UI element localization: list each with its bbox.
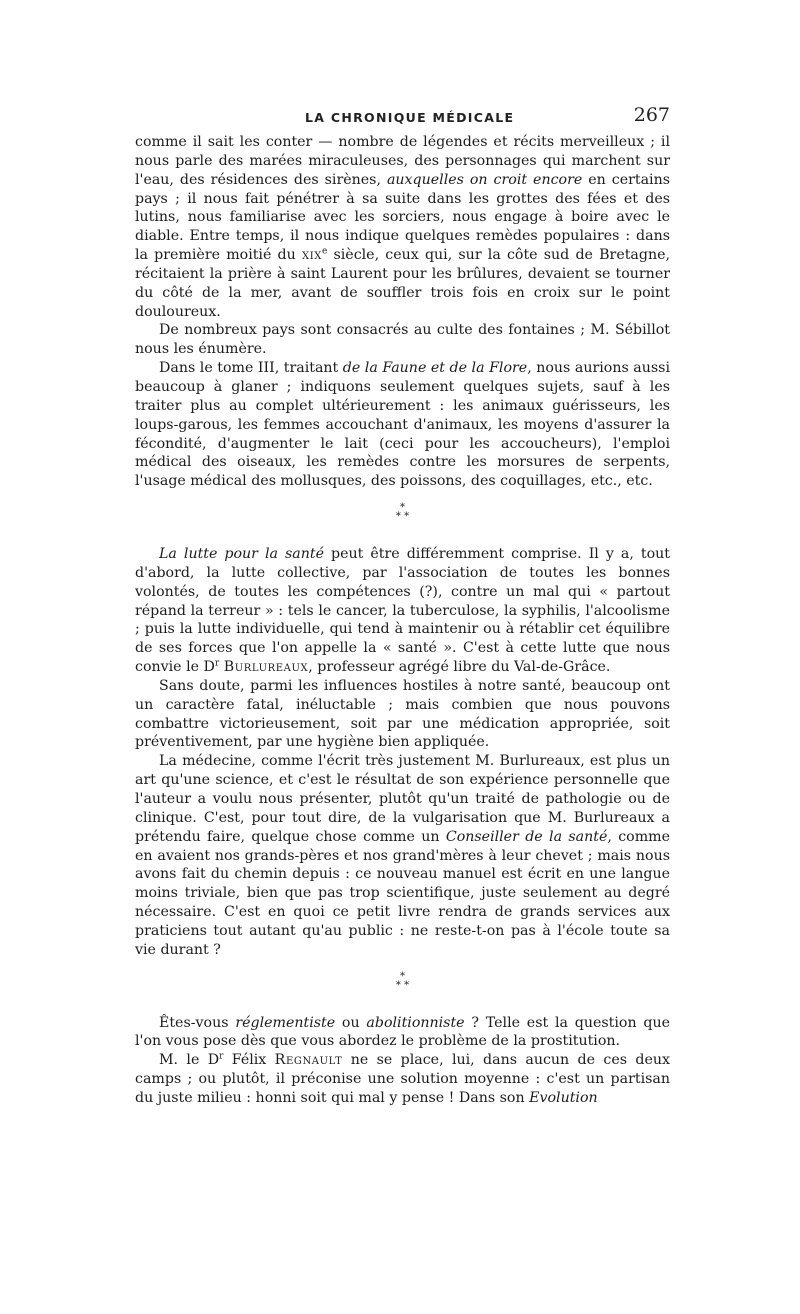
text-run: Êtes-vous bbox=[159, 1014, 236, 1031]
text-run: , nous aurions aussi beaucoup à glaner ; indiquons seulement quelques sujets, sauf à les traiter plus au complet ultérieurement : les animaux guérisseurs, les loups-garous, les femmes accouchant d'animaux, les moyens d'assurer la fécondité, d'augmenter le lait (ceci pour les accoucheurs), l'emploi médical des oiseaux, les remèdes contre les morsures de serpents, l'usage médical des mollusques, des poissons, des coquillages, etc., etc. bbox=[135, 360, 670, 490]
body-text bbox=[135, 133, 670, 1108]
small-caps-run: xix bbox=[301, 247, 322, 264]
page-number: 267 bbox=[633, 104, 670, 126]
paragraph: De nombreux pays sont consacrés au culte des fontaines ; M. Sébillot nous les énumère. bbox=[135, 322, 670, 358]
paragraph bbox=[135, 1051, 670, 1108]
asterism-bottom: * * bbox=[395, 979, 410, 991]
section-separator bbox=[135, 491, 670, 535]
superscript: r bbox=[214, 658, 220, 669]
paragraph bbox=[135, 1014, 670, 1052]
superscript: r bbox=[219, 1051, 224, 1062]
text-run: comme il sait les conter — nombre de légendes et récits merveilleux ; il nous parle des marées miraculeuses, des personnages qui marchent sur l'eau, des résidences des sirènes, bbox=[135, 134, 670, 188]
text-run: M. le D bbox=[159, 1052, 220, 1069]
paragraph: Sans doute, parmi les influences hostiles à notre santé, beaucoup ont un caractère fatal, inéluctable ; mais combien que nous pouvons combattre victorieusement, soit par une médication appropriée, soit préventivement, par une hygiène bien appliquée. bbox=[135, 677, 670, 751]
paragraph bbox=[135, 545, 670, 677]
paragraph bbox=[135, 752, 670, 959]
italic-run: de la Faune et de la Flore bbox=[342, 360, 528, 377]
page-header bbox=[135, 104, 670, 134]
text-run: ne se place, lui, dans aucun de ces deux camps ; ou plutôt, il préconise une solution moyenne : c'est un partisan du juste milieu : honni soit qui mal y pense ! Dans son bbox=[135, 1052, 670, 1106]
text-run: La médecine, comme l'écrit très justement M. Burlureaux, est plus un art qu'une science, et c'est le résultat de son expérience personnelle que l'auteur a voulu nous présenter, plutôt qu'un traité de pathologie ou de clinique. C'est, pour tout dire, de la vulgarisation que M. Burlureaux a prétendu faire, quelque chose comme un bbox=[135, 753, 670, 845]
small-caps-run: Burlureaux bbox=[223, 659, 309, 676]
paragraph bbox=[135, 359, 670, 491]
asterism bbox=[388, 503, 418, 521]
text-run: Dans le tome III, traitant bbox=[159, 360, 343, 377]
asterism bbox=[388, 972, 418, 990]
asterism-top: * bbox=[400, 502, 405, 514]
italic-run: réglementiste bbox=[235, 1014, 336, 1031]
text-run: , comme en avaient nos grands-pères et nos grand'mères à leur chevet ; mais nous avons fait du chemin depuis : ce nouveau manuel est écrit en une langue moins triviale, bien que pas trop scientifique, juste seulement au degré nécessaire. C'est en quoi ce petit livre rendra de grands services aux praticiens tout autant qu'au public : ne reste-t-on pas à l'école toute sa vie durant ? bbox=[135, 828, 671, 958]
paragraph bbox=[135, 133, 670, 321]
text-run: siècle, ceux qui, sur la côte sud de Bretagne, récitaient la prière à saint Laurent pour les brûlures, devaient se tourner du côté de la mer, avant de souffler trois fois en croix sur le point douloureux. bbox=[135, 247, 670, 320]
text-run: ? Telle est la question que l'on vous pose dès que vous abordez le problème de la prostitution. bbox=[135, 1014, 671, 1050]
italic-run: La lutte pour la santé bbox=[159, 546, 324, 563]
text-run: ou bbox=[335, 1014, 367, 1031]
italic-run: Evolution bbox=[529, 1089, 598, 1106]
text-run: peut être différemment comprise. Il y a, tout d'abord, la lutte collective, par l'association de toutes les bonnes volontés, de toutes les compétences (?), contre un mal qui « partout répand la terreur » : tels le cancer, la tuberculose, la syphilis, l'alcoolisme ; puis la lutte individuelle, qui tend à maintenir ou à rétablir cet équilibre de ses forces que l'on appelle la « santé ». C'est à cette lutte que nous convie le D bbox=[135, 546, 670, 676]
asterism-bottom: * * bbox=[395, 511, 410, 523]
small-caps-run: Regnault bbox=[274, 1052, 343, 1069]
running-title: LA CHRONIQUE MÉDICALE bbox=[305, 110, 515, 125]
italic-run: Conseiller de la santé bbox=[445, 828, 608, 845]
text-run: , professeur agrégé libre du Val-de-Grâce. bbox=[308, 659, 611, 676]
italic-run: auxquelles on croit encore bbox=[386, 171, 583, 188]
text-run: en certains pays ; il nous fait pénétrer à sa suite dans les grottes des fées et des lutins, nous familiarise avec les sorciers, nous engage à boire avec le diable. Entre temps, il nous indique quelques remèdes populaires : dans la première moitié du bbox=[135, 171, 670, 264]
superscript: e bbox=[321, 246, 328, 257]
asterism-top: * bbox=[400, 970, 405, 982]
italic-run: abolitionniste bbox=[366, 1014, 465, 1031]
section-separator bbox=[135, 960, 670, 1004]
text-run: Félix bbox=[223, 1052, 275, 1069]
